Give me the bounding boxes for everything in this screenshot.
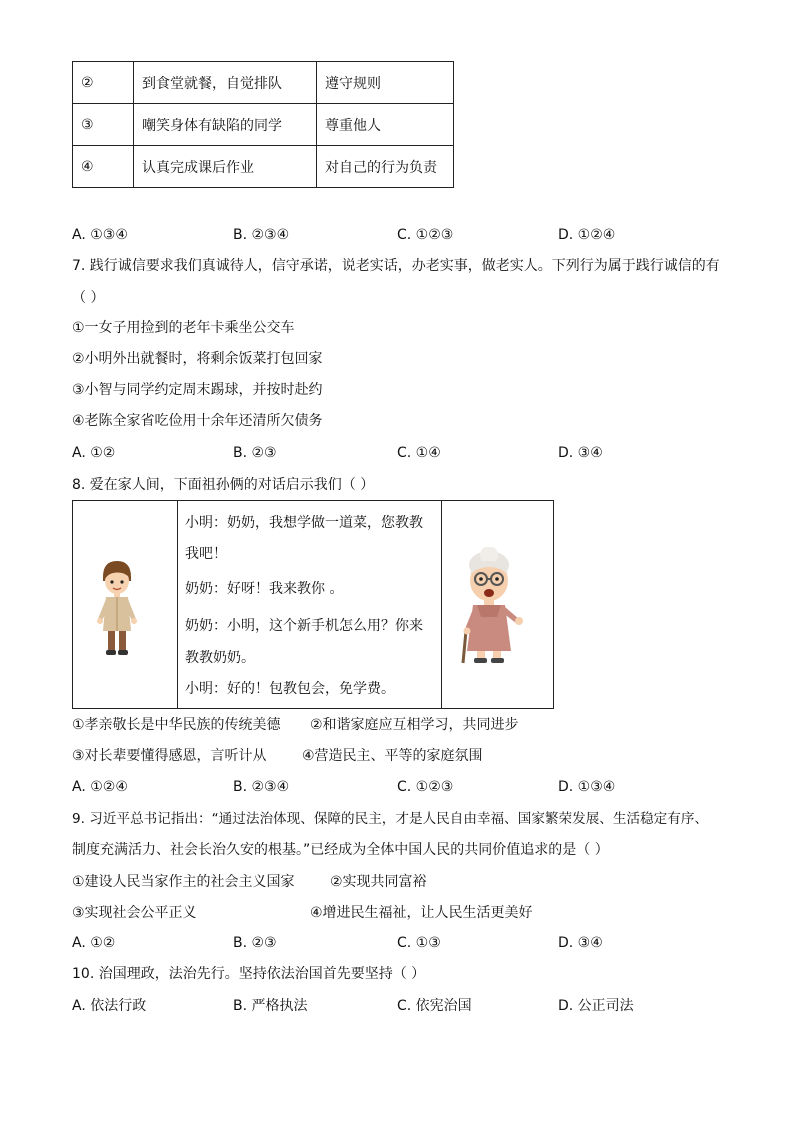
q8-item-1: ①孝亲敬长是中华民族的传统美德 <box>72 717 281 733</box>
q9-stem: 9. 习近平总书记指出：“通过法治体现、保障的民主，才是人民自由幸福、国家繁荣发展、生活稳定有序、 <box>72 811 709 827</box>
dialogue-line: 奶奶：好呀！我来教你 。 <box>185 581 344 597</box>
dialogue-box <box>72 500 554 709</box>
q7-item-2: ②小明外出就餐时，将剩余饭菜打包回家 <box>72 351 323 367</box>
q8-item-3: ③对长辈要懂得感恩，言听计从 <box>72 748 267 764</box>
q6-option-c: C. ①②③ <box>397 227 454 243</box>
q9-item-4: ④增进民生福祉，让人民生活更美好 <box>310 905 533 921</box>
q7-item-4: ④老陈全家省吃俭用十余年还清所欠债务 <box>72 413 323 429</box>
grandmother-illustration <box>457 547 529 665</box>
table-cell-action: 嘲笑身体有缺陷的同学 <box>134 104 317 146</box>
table-cell-value: 对自己的行为负责 <box>317 146 454 188</box>
q6-option-a: A. ①③④ <box>72 227 128 243</box>
q7-option-c: C. ①④ <box>397 445 441 461</box>
dialogue-line: 奶奶：小明，这个新手机怎么用？你来 <box>185 618 423 634</box>
q10-option-c: C. 依宪治国 <box>397 998 472 1014</box>
q7-option-d: D. ③④ <box>558 445 603 461</box>
table-cell-num: ② <box>73 62 134 104</box>
table-row <box>73 104 454 146</box>
q7-stem: 7. 践行诚信要求我们真诚待人，信守承诺，说老实话，办老实事，做老实人。下列行为属于践行诚信的有 <box>72 258 720 274</box>
q9-item-1: ①建设人民当家作主的社会主义国家 <box>72 874 295 890</box>
q7-item-1: ①一女子用捡到的老年卡乘坐公交车 <box>72 320 295 336</box>
q7-stem-bracket: （ ） <box>72 290 105 306</box>
table-cell-num: ④ <box>73 146 134 188</box>
q7-item-3: ③小智与同学约定周末踢球，并按时赴约 <box>72 382 323 398</box>
q8-option-b: B. ②③④ <box>233 779 290 795</box>
q10-option-b: B. 严格执法 <box>233 998 308 1014</box>
table-cell-action: 认真完成课后作业 <box>134 146 317 188</box>
q8-item-4: ④营造民主、平等的家庭氛围 <box>302 748 483 764</box>
q8-item-2: ②和谐家庭应互相学习，共同进步 <box>310 717 519 733</box>
table-row <box>73 62 454 104</box>
dialogue-line: 小明：奶奶，我想学做一道菜，您教教 <box>185 515 423 531</box>
q7-option-a: A. ①② <box>72 445 116 461</box>
q9-option-c: C. ①③ <box>397 935 441 951</box>
q8-option-d: D. ①③④ <box>558 779 616 795</box>
q6-option-b: B. ②③④ <box>233 227 290 243</box>
q10-option-d: D. 公正司法 <box>558 998 634 1014</box>
table-cell-num: ③ <box>73 104 134 146</box>
q9-option-a: A. ①② <box>72 935 116 951</box>
q6-option-d: D. ①②④ <box>558 227 616 243</box>
q6-table <box>72 61 454 188</box>
dialogue-line: 小明：好的！包教包会，免学费。 <box>185 681 395 697</box>
q10-option-a: A. 依法行政 <box>72 998 147 1014</box>
q9-option-b: B. ②③ <box>233 935 277 951</box>
q8-stem: 8. 爱在家人间，下面祖孙俩的对话启示我们（ ） <box>72 477 375 493</box>
q10-stem: 10. 治国理政，法治先行。坚持依法治国首先要坚持（ ） <box>72 966 426 982</box>
table-cell-value: 遵守规则 <box>317 62 454 104</box>
table-row <box>73 146 454 188</box>
dialogue-line: 教教奶奶。 <box>185 650 255 666</box>
dialogue-line: 我吧！ <box>185 546 227 562</box>
table-cell-action: 到食堂就餐，自觉排队 <box>134 62 317 104</box>
q7-option-b: B. ②③ <box>233 445 277 461</box>
boy-illustration <box>95 557 139 661</box>
q8-option-a: A. ①②④ <box>72 779 128 795</box>
q9-item-3: ③实现社会公平正义 <box>72 905 197 921</box>
q9-stem-line2: 制度充满活力、社会长治久安的根基。”已经成为全体中国人民的共同价值追求的是（ ） <box>72 842 609 858</box>
q9-item-2: ②实现共同富裕 <box>330 874 427 890</box>
q9-option-d: D. ③④ <box>558 935 603 951</box>
q8-option-c: C. ①②③ <box>397 779 454 795</box>
table-cell-value: 尊重他人 <box>317 104 454 146</box>
